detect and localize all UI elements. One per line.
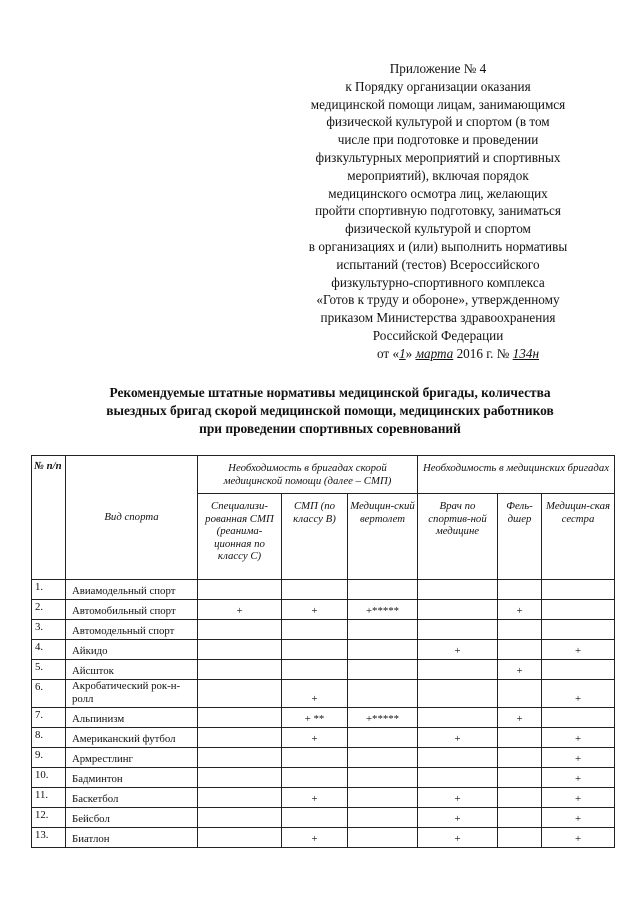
cell-smp-class-b (282, 580, 348, 600)
row-number: 9. (32, 748, 66, 768)
cell-feldsher: + (498, 660, 542, 680)
table-row (32, 788, 615, 808)
cell-smp-class-b (282, 620, 348, 640)
row-number: 3. (32, 620, 66, 640)
header-sport: Вид спорта (66, 456, 198, 580)
cell-sports-doctor: + (418, 728, 498, 748)
title-line: выездных бригад скорой медицинской помощи, медицинских работников (106, 403, 554, 418)
appendix-line: приказом Министерства здравоохранения (320, 310, 556, 326)
appendix-line: медицинского осмотра лиц, желающих (328, 185, 548, 201)
cell-specialized-smp (198, 748, 282, 768)
cell-specialized-smp (198, 768, 282, 788)
cell-feldsher (498, 808, 542, 828)
row-number: 8. (32, 728, 66, 748)
table-row (32, 808, 615, 828)
header-group-medical: Необходимость в медицинских бригадах (418, 456, 615, 494)
header-num: № п/п (32, 456, 66, 580)
table-row (32, 708, 615, 728)
title-line: при проведении спортивных соревнований (199, 421, 461, 436)
table-row (32, 620, 615, 640)
cell-sports-doctor (418, 660, 498, 680)
cell-feldsher (498, 620, 542, 640)
table-row (32, 580, 615, 600)
appendix-line: физической культурой и спортом (345, 221, 531, 237)
cell-smp-class-b (282, 640, 348, 660)
table-row (32, 768, 615, 788)
appendix-line: Приложение № 4 (389, 61, 487, 76)
cell-helicopter (348, 728, 418, 748)
cell-nurse: + (542, 728, 615, 748)
sport-name: Армрестлинг (66, 748, 198, 768)
sport-name: Биатлон (66, 828, 198, 848)
header-group-smp: Необходимость в бригадах скорой медицинской помощи (далее – СМП) (198, 456, 418, 494)
norms-table (31, 455, 615, 848)
cell-helicopter: +***** (348, 708, 418, 728)
appendix-line: испытаний (тестов) Всероссийского (336, 256, 540, 272)
cell-helicopter (348, 660, 418, 680)
header-row-groups (32, 456, 615, 494)
appendix-line: физкультурно-спортивного комплекса (331, 274, 545, 290)
cell-helicopter (348, 580, 418, 600)
cell-feldsher (498, 728, 542, 748)
cell-nurse: + (542, 680, 615, 708)
cell-specialized-smp (198, 728, 282, 748)
row-number: 5. (32, 660, 66, 680)
row-number: 7. (32, 708, 66, 728)
cell-feldsher (498, 640, 542, 660)
row-number: 2. (32, 600, 66, 620)
cell-nurse: + (542, 640, 615, 660)
appendix-line: медицинской помощи лицам, занимающимся (310, 96, 566, 112)
sport-name: Айсшток (66, 660, 198, 680)
title-line: Рекомендуемые штатные нормативы медицинской бригады, количества (109, 385, 551, 400)
date-day: 1 (399, 345, 406, 361)
appendix-line: числе при подготовке и проведении (337, 132, 539, 148)
cell-nurse (542, 620, 615, 640)
header-helicopter: Медицин-ский вертолет (348, 494, 418, 580)
appendix-line: «Готов к труду и обороне», утвержденному (316, 292, 560, 308)
cell-feldsher (498, 680, 542, 708)
appendix-block (288, 60, 588, 363)
cell-specialized-smp (198, 708, 282, 728)
cell-sports-doctor: + (418, 828, 498, 848)
cell-specialized-smp (198, 640, 282, 660)
cell-smp-class-b: + (282, 728, 348, 748)
sport-name: Бадминтон (66, 768, 198, 788)
cell-sports-doctor: + (418, 788, 498, 808)
row-number: 12. (32, 808, 66, 828)
cell-helicopter (348, 788, 418, 808)
cell-feldsher (498, 768, 542, 788)
cell-feldsher (498, 580, 542, 600)
sport-name: Американский футбол (66, 728, 198, 748)
table-row (32, 680, 615, 708)
cell-smp-class-b: + (282, 828, 348, 848)
row-number: 6. (32, 680, 66, 708)
cell-sports-doctor (418, 600, 498, 620)
cell-nurse (542, 580, 615, 600)
row-number: 13. (32, 828, 66, 848)
cell-helicopter (348, 620, 418, 640)
appendix-line: в организациях и (или) выполнить нормативы (308, 238, 568, 254)
table-row (32, 600, 615, 620)
header-feldsher: Фель-дшер (498, 494, 542, 580)
cell-nurse (542, 600, 615, 620)
cell-nurse: + (542, 808, 615, 828)
appendix-line: к Порядку организации оказания (345, 78, 531, 94)
cell-helicopter (348, 680, 418, 708)
sport-name: Баскетбол (66, 788, 198, 808)
cell-feldsher (498, 828, 542, 848)
cell-specialized-smp (198, 788, 282, 808)
sport-name: Бейсбол (66, 808, 198, 828)
date-month: марта (415, 345, 454, 361)
cell-smp-class-b: + (282, 680, 348, 708)
table-row (32, 828, 615, 848)
cell-nurse: + (542, 788, 615, 808)
date-mid: » (405, 345, 413, 361)
cell-smp-class-b (282, 748, 348, 768)
cell-helicopter (348, 768, 418, 788)
cell-specialized-smp (198, 660, 282, 680)
cell-smp-class-b: + (282, 788, 348, 808)
cell-helicopter (348, 640, 418, 660)
document-title (40, 384, 620, 438)
appendix-line: пройти спортивную подготовку, заниматься (315, 203, 561, 219)
cell-sports-doctor: + (418, 808, 498, 828)
table-row (32, 728, 615, 748)
row-number: 10. (32, 768, 66, 788)
cell-sports-doctor (418, 620, 498, 640)
appendix-date-line (288, 345, 588, 363)
cell-feldsher (498, 748, 542, 768)
date-prefix: от « (377, 345, 400, 361)
appendix-line: Российской Федерации (372, 327, 504, 343)
header-nurse: Медицин-ская сестра (542, 494, 615, 580)
cell-feldsher: + (498, 708, 542, 728)
cell-sports-doctor: + (418, 640, 498, 660)
date-year: 2016 г. № (456, 345, 510, 361)
cell-sports-doctor (418, 748, 498, 768)
cell-specialized-smp (198, 680, 282, 708)
cell-smp-class-b (282, 808, 348, 828)
cell-helicopter (348, 808, 418, 828)
sport-name: Автомодельный спорт (66, 620, 198, 640)
cell-helicopter (348, 748, 418, 768)
sport-name: Авиамодельный спорт (66, 580, 198, 600)
cell-specialized-smp (198, 828, 282, 848)
cell-nurse (542, 660, 615, 680)
cell-specialized-smp: + (198, 600, 282, 620)
cell-smp-class-b (282, 768, 348, 788)
cell-specialized-smp (198, 580, 282, 600)
order-number: 134н (512, 345, 539, 361)
header-specialized-smp: Специализи-рованная СМП (реанима-ционная по классу С) (198, 494, 282, 580)
cell-sports-doctor (418, 708, 498, 728)
cell-sports-doctor (418, 680, 498, 708)
table-row (32, 748, 615, 768)
table-row (32, 640, 615, 660)
sport-name: Автомобильный спорт (66, 600, 198, 620)
cell-sports-doctor (418, 768, 498, 788)
row-number: 11. (32, 788, 66, 808)
sport-name: Альпинизм (66, 708, 198, 728)
cell-smp-class-b (282, 660, 348, 680)
cell-nurse: + (542, 828, 615, 848)
cell-nurse: + (542, 768, 615, 788)
appendix-line: физкультурных мероприятий и спортивных (315, 149, 561, 165)
table-row (32, 660, 615, 680)
cell-nurse (542, 708, 615, 728)
cell-smp-class-b: + ** (282, 708, 348, 728)
appendix-line: мероприятий), включая порядок (347, 167, 529, 183)
cell-helicopter (348, 828, 418, 848)
header-smp-class-b: СМП (по классу В) (282, 494, 348, 580)
cell-helicopter: +***** (348, 600, 418, 620)
cell-smp-class-b: + (282, 600, 348, 620)
appendix-line: физической культурой и спортом (в том (326, 114, 550, 130)
header-sports-doctor: Врач по спортив-ной медицине (418, 494, 498, 580)
row-number: 1. (32, 580, 66, 600)
cell-feldsher: + (498, 600, 542, 620)
sport-name: Айкидо (66, 640, 198, 660)
cell-specialized-smp (198, 808, 282, 828)
cell-specialized-smp (198, 620, 282, 640)
cell-nurse: + (542, 748, 615, 768)
sport-name: Акробатический рок-н-ролл (66, 680, 198, 708)
row-number: 4. (32, 640, 66, 660)
cell-feldsher (498, 788, 542, 808)
cell-sports-doctor (418, 580, 498, 600)
